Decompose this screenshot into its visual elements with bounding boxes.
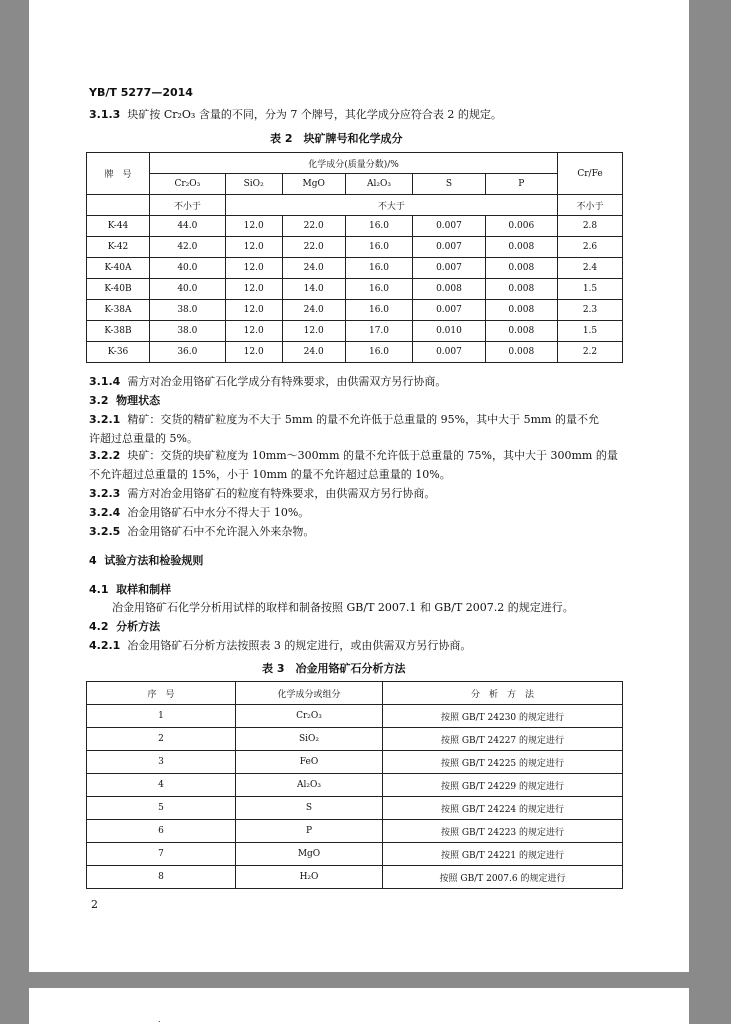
col-header: Al₂O₃ (345, 174, 413, 195)
cell: 2.2 (558, 342, 623, 363)
table-row (87, 258, 623, 279)
table-row (87, 705, 623, 728)
cell: K-42 (87, 237, 150, 258)
table-row (87, 216, 623, 237)
cell: MgO (236, 843, 383, 866)
cell: 3 (87, 751, 236, 774)
clause-text: 块矿按 Cr₂O₃ 含量的不同，分为 7 个牌号，其化学成分应符合表 2 的规定。 (127, 108, 502, 121)
clause-text: 冶金用铬矿石中不允许混入外来杂物。 (127, 525, 315, 538)
clause-3-2-4 (89, 506, 309, 520)
heading-number: 4.2 (89, 620, 109, 633)
cell: 24.0 (282, 342, 345, 363)
cell: 12.0 (225, 216, 282, 237)
clause-text: 冶金用铬矿石分析方法按照表 3 的规定进行，或由供需双方另行协商。 (127, 639, 472, 652)
cell: 5 (87, 797, 236, 820)
col-header: SiO₂ (225, 174, 282, 195)
clause-3-2-2 (89, 449, 618, 463)
cell: 0.008 (485, 342, 557, 363)
clause-3-2-2-cont: 不允许超过总重量的 15%，小于 10mm 的量不允许超过总重量的 10%。 (89, 468, 451, 481)
cell: 16.0 (345, 300, 413, 321)
cell: 38.0 (150, 321, 226, 342)
cell: K-38B (87, 321, 150, 342)
cell: 22.0 (282, 216, 345, 237)
cell: 按照 GB/T 24225 的规定进行 (383, 751, 623, 774)
cell: K-40B (87, 279, 150, 300)
cell: 6 (87, 820, 236, 843)
table-row (87, 342, 623, 363)
clause-3-2-1-cont: 许超过总重量的 5%。 (89, 432, 198, 445)
next-page-mark: . (158, 1015, 161, 1024)
clause-number: 3.2.2 (89, 449, 121, 462)
cell: H₂O (236, 866, 383, 889)
cell: 按照 GB/T 2007.6 的规定进行 (383, 866, 623, 889)
min-label: 不小于 (150, 195, 226, 216)
cell: 按照 GB/T 24227 的规定进行 (383, 728, 623, 751)
heading-number: 3.2 (89, 394, 109, 407)
clause-text: 需方对冶金用铬矿石的粒度有特殊要求，由供需双方另行协商。 (127, 487, 436, 500)
clause-number: 3.1.3 (89, 108, 121, 121)
cell: 38.0 (150, 300, 226, 321)
cell: 12.0 (225, 321, 282, 342)
cell: 0.006 (485, 216, 557, 237)
cell: Cr₂O₃ (236, 705, 383, 728)
table-row (87, 279, 623, 300)
cell: 0.008 (485, 237, 557, 258)
clause-3-1-4 (89, 375, 446, 389)
cell: 0.008 (485, 279, 557, 300)
clause-3-2-5 (89, 525, 314, 539)
heading-text: 物理状态 (116, 394, 161, 407)
col-header: 分 析 方 法 (383, 682, 623, 705)
cell: K-40A (87, 258, 150, 279)
cell: 0.008 (485, 321, 557, 342)
cell: 16.0 (345, 258, 413, 279)
cell: 12.0 (225, 342, 282, 363)
heading-4 (89, 554, 203, 568)
clause-4-1-text: 冶金用铬矿石化学分析用试样的取样和制备按照 GB/T 2007.1 和 GB/T 2007.2 的规定进行。 (112, 601, 574, 614)
next-page-top (29, 988, 689, 1024)
cell: FeO (236, 751, 383, 774)
cell: 2.6 (558, 237, 623, 258)
col-header: 化学成分或组分 (236, 682, 383, 705)
page-number: 2 (91, 898, 98, 911)
cell: 2.8 (558, 216, 623, 237)
analysis-method-table (86, 681, 623, 889)
table-row (87, 728, 623, 751)
clause-3-2-3 (89, 487, 435, 501)
cell: 0.007 (413, 342, 485, 363)
cell: 22.0 (282, 237, 345, 258)
clause-text: 需方对冶金用铬矿石化学成分有特殊要求，由供需双方另行协商。 (127, 375, 447, 388)
table-row (87, 321, 623, 342)
clause-4-2-1 (89, 639, 471, 653)
cell: 1.5 (558, 279, 623, 300)
cell: Al₂O₃ (236, 774, 383, 797)
cell: 40.0 (150, 258, 226, 279)
cell: 16.0 (345, 342, 413, 363)
table-row (87, 751, 623, 774)
cell: 16.0 (345, 237, 413, 258)
cell: 44.0 (150, 216, 226, 237)
cell: 0.007 (413, 300, 485, 321)
cell: 0.008 (485, 258, 557, 279)
cell: 12.0 (225, 237, 282, 258)
empty-cell (87, 195, 150, 216)
cell: 0.007 (413, 216, 485, 237)
cell: 17.0 (345, 321, 413, 342)
cell: K-44 (87, 216, 150, 237)
cell: S (236, 797, 383, 820)
cell: K-38A (87, 300, 150, 321)
clause-number: 3.2.3 (89, 487, 121, 500)
clause-text: 冶金用铬矿石中水分不得大于 10%。 (127, 506, 310, 519)
heading-number: 4.1 (89, 583, 109, 596)
col-header: 序 号 (87, 682, 236, 705)
table-row (87, 843, 623, 866)
table-row (87, 237, 623, 258)
grade-header: 牌 号 (87, 153, 150, 195)
col-header: S (413, 174, 485, 195)
cell: 4 (87, 774, 236, 797)
heading-number: 4 (89, 554, 97, 567)
clause-3-1-3 (89, 108, 502, 122)
cell: 16.0 (345, 279, 413, 300)
cell: K-36 (87, 342, 150, 363)
cell: P (236, 820, 383, 843)
cell: 12.0 (225, 279, 282, 300)
clause-number: 3.1.4 (89, 375, 121, 388)
clause-text: 精矿：交货的精矿粒度为不大于 5mm 的量不允许低于总重量的 95%，其中大于 5mm 的量不允 (127, 413, 599, 426)
heading-text: 试验方法和检验规则 (104, 554, 204, 567)
cell: 12.0 (225, 258, 282, 279)
heading-4-1 (89, 583, 171, 597)
cell: 2 (87, 728, 236, 751)
cell: 7 (87, 843, 236, 866)
cell: 0.010 (413, 321, 485, 342)
col-header: Cr₂O₃ (150, 174, 226, 195)
cell: 36.0 (150, 342, 226, 363)
table2-caption: 表 2 块矿牌号和化学成分 (270, 132, 403, 145)
chem-header: 化学成分(质量分数)/% (150, 153, 558, 174)
table-row (87, 797, 623, 820)
standard-number-header: YB/T 5277—2014 (89, 86, 193, 99)
cell: SiO₂ (236, 728, 383, 751)
table-row (87, 866, 623, 889)
cell: 8 (87, 866, 236, 889)
table-row (87, 300, 623, 321)
table3-caption: 表 3 冶金用铬矿石分析方法 (262, 662, 406, 675)
cell: 2.3 (558, 300, 623, 321)
ratio-header: Cr/Fe (558, 153, 623, 195)
cell: 1 (87, 705, 236, 728)
cell: 0.007 (413, 258, 485, 279)
clause-number: 3.2.5 (89, 525, 121, 538)
cell: 14.0 (282, 279, 345, 300)
heading-text: 取样和制样 (116, 583, 172, 596)
cell: 0.008 (413, 279, 485, 300)
cell: 12.0 (282, 321, 345, 342)
col-header: P (485, 174, 557, 195)
clause-number: 3.2.4 (89, 506, 121, 519)
cell: 24.0 (282, 258, 345, 279)
col-header: MgO (282, 174, 345, 195)
cell: 按照 GB/T 24224 的规定进行 (383, 797, 623, 820)
heading-text: 分析方法 (116, 620, 161, 633)
heading-3-2 (89, 394, 160, 408)
ratio-min-label: 不小于 (558, 195, 623, 216)
cell: 16.0 (345, 216, 413, 237)
cell: 按照 GB/T 24229 的规定进行 (383, 774, 623, 797)
table-row (87, 774, 623, 797)
cell: 1.5 (558, 321, 623, 342)
cell: 0.007 (413, 237, 485, 258)
cell: 40.0 (150, 279, 226, 300)
cell: 42.0 (150, 237, 226, 258)
cell: 按照 GB/T 24230 的规定进行 (383, 705, 623, 728)
max-label: 不大于 (225, 195, 557, 216)
clause-number: 4.2.1 (89, 639, 121, 652)
clause-3-2-1 (89, 413, 599, 427)
table-header-row (87, 682, 623, 705)
cell: 24.0 (282, 300, 345, 321)
cell: 0.008 (485, 300, 557, 321)
cell: 12.0 (225, 300, 282, 321)
grade-composition-table (86, 152, 623, 363)
heading-4-2 (89, 620, 160, 634)
table-row (87, 820, 623, 843)
clause-text: 块矿：交货的块矿粒度为 10mm～300mm 的量不允许低于总重量的 75%，其中大于 300mm 的量 (127, 449, 618, 462)
cell: 按照 GB/T 24221 的规定进行 (383, 843, 623, 866)
cell: 按照 GB/T 24223 的规定进行 (383, 820, 623, 843)
cell: 2.4 (558, 258, 623, 279)
clause-number: 3.2.1 (89, 413, 121, 426)
